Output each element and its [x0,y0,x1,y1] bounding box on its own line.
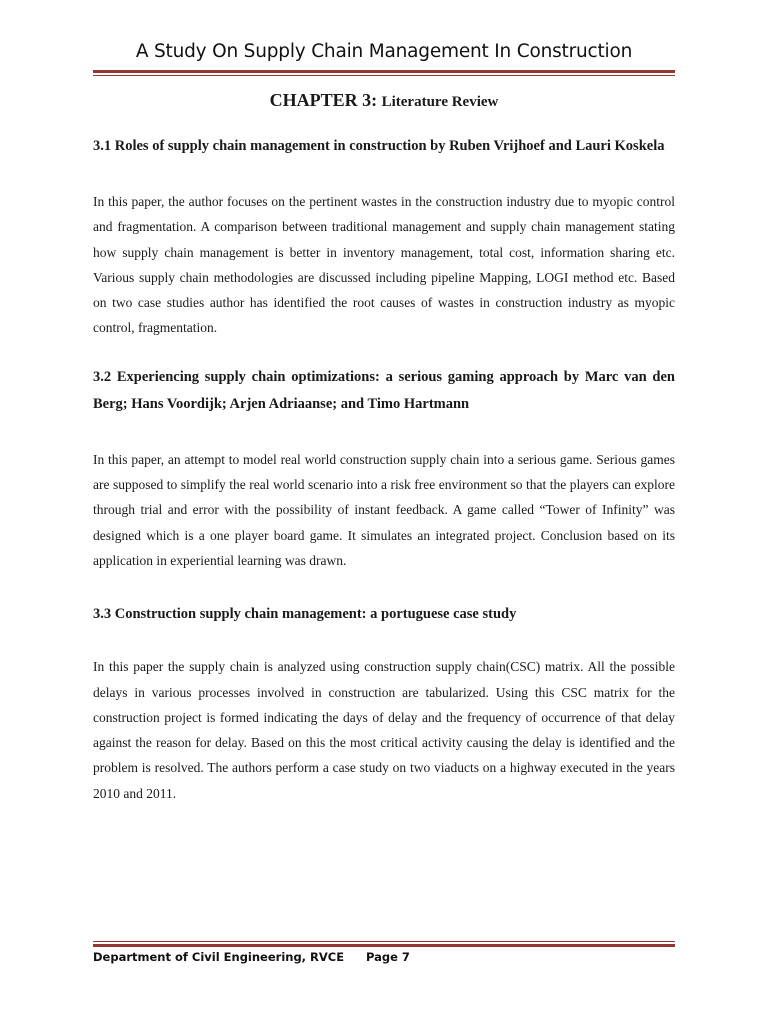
section-heading-3-3: 3.3 Construction supply chain management: a portuguese case study [93,606,517,623]
chapter-title [0,90,768,111]
footer-rule-thick [93,944,675,947]
section-body-3-3: In this paper the supply chain is analyzed using construction supply chain(CSC) matrix. All the possible delays in various processes involved in construction are tabularized. Using this CSC matrix for the construction project is formed indicating the days of delay and the frequency of occurrence of that delay against the reason for delay. Based on this the most critical activity causing the delay is identified and the problem is resolved. The authors perform a case study on two viaducts on a highway executed in the years 2010 and 2011. [93,659,675,801]
section-body-3-2: In this paper, an attempt to model real world construction supply chain into a serious game. Serious games are supposed to simplify the real world scenario into a risk free environment so that the players can explore through trial and error with the possibility of instant feedback. A game called “Tower of Infinity” was designed which is a one player board game. It simulates an integrated project. Conclusion based on its application in experiential learning was drawn. [93,451,675,568]
footer-department: Department of Civil Engineering, RVCE [93,950,345,964]
section-heading-3-1: 3.1 Roles of supply chain management in construction by Ruben Vrijhoef and Lauri Koskela [93,138,665,154]
running-header: A Study On Supply Chain Management In Construction [135,41,633,62]
header-rule-thick [93,70,675,73]
section-heading-3-2: 3.2 Experiencing supply chain optimizations: a serious gaming approach by Marc van den Berg; Hans Voordijk; Arjen Adriaanse; and Timo Hartmann [93,368,675,412]
header-rule-thin [93,75,675,76]
footer-page-number: Page 7 [366,950,410,964]
page-content [93,133,675,806]
section-body-3-1: In this paper, the author focuses on the pertinent wastes in the construction industry due to myopic control and fragmentation. A comparison between traditional management and supply chain management stating how supply chain management is better in inventory management, total cost, information sharing etc. Various supply chain methodologies are discussed including pipeline Mapping, LOGI method etc. Based on two case studies author has identified the root causes of wastes in construction industry as myopic control, fragmentation. [93,194,675,336]
chapter-label: CHAPTER 3: [269,90,378,110]
chapter-name: Literature Review [381,94,499,110]
footer-rule-thin [93,941,675,942]
